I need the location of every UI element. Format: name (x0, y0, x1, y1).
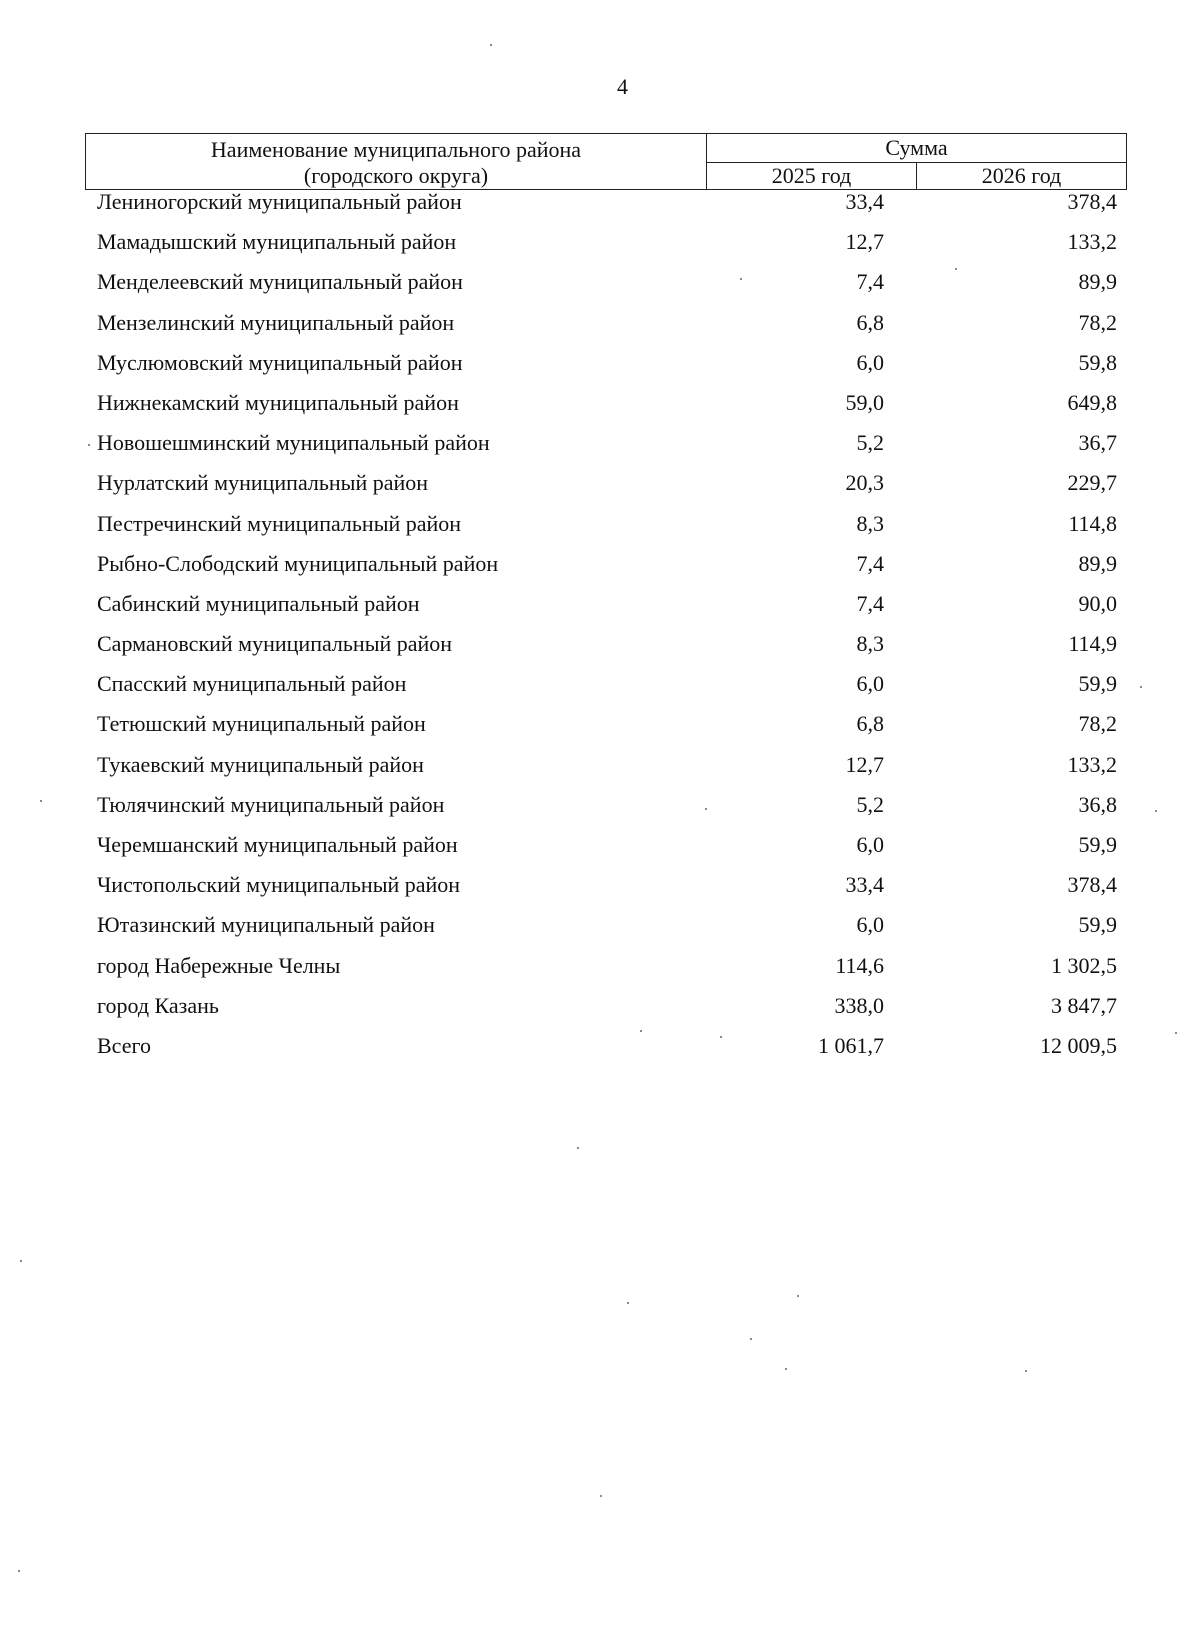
row-name: Тюлячинский муниципальный район (97, 791, 445, 817)
row-name: Чистопольский муниципальный район (97, 872, 461, 898)
scan-speck (1140, 686, 1142, 688)
table-row (97, 348, 1117, 388)
row-value-2025: 12,7 (845, 229, 884, 255)
table-row (97, 709, 1117, 749)
row-value-2026: 114,8 (1068, 510, 1117, 536)
row-name: Мензелинский муниципальный район (97, 309, 455, 335)
row-value-2025: 8,3 (856, 631, 884, 657)
row-name: Сабинский муниципальный район (97, 590, 420, 616)
table-row (97, 991, 1117, 1031)
row-value-2026: 649,8 (1067, 389, 1117, 415)
scan-speck (1025, 1370, 1027, 1372)
scan-speck (705, 808, 707, 810)
row-value-2026: 89,9 (1078, 550, 1117, 576)
header-year-2026: 2026 год (917, 162, 1127, 190)
row-name: Сармановский муниципальный район (97, 631, 453, 657)
row-value-2026: 89,9 (1078, 269, 1117, 295)
row-value-2026: 59,8 (1078, 349, 1117, 375)
table-row (97, 951, 1117, 991)
row-name: Нижнекамский муниципальный район (97, 389, 459, 415)
row-value-2025: 20,3 (845, 470, 884, 496)
scan-speck (88, 444, 90, 446)
row-name: Рыбно-Слободский муниципальный район (97, 550, 499, 576)
scan-speck (490, 44, 492, 46)
row-value-2026: 36,7 (1078, 430, 1117, 456)
row-value-2026: 114,9 (1068, 631, 1117, 657)
row-name: Новошешминский муниципальный район (97, 430, 490, 456)
table-row (97, 227, 1117, 267)
total-value-2026: 12 009,5 (1040, 1032, 1117, 1058)
row-name: Менделеевский муниципальный район (97, 269, 463, 295)
table-body (97, 187, 1117, 1071)
row-value-2026: 90,0 (1078, 590, 1117, 616)
table-row (97, 910, 1117, 950)
scan-speck (18, 1570, 20, 1572)
header-sum-cell: Сумма (707, 134, 1127, 163)
scan-speck (797, 1295, 799, 1297)
row-value-2025: 6,0 (856, 349, 884, 375)
table-row (97, 750, 1117, 790)
row-value-2026: 78,2 (1078, 711, 1117, 737)
table-row (97, 629, 1117, 669)
row-name: Пестречинский муниципальный район (97, 510, 462, 536)
total-row (97, 1031, 1117, 1071)
row-value-2026: 78,2 (1078, 309, 1117, 335)
header-year-2025: 2025 год (707, 162, 917, 190)
table-row (97, 589, 1117, 629)
row-name: город Казань (97, 992, 219, 1018)
scan-speck (1175, 1032, 1177, 1034)
row-value-2025: 12,7 (845, 751, 884, 777)
row-value-2025: 33,4 (845, 189, 884, 214)
table-row (97, 830, 1117, 870)
table-row (97, 468, 1117, 508)
row-name: Лениногорский муниципальный район (97, 189, 462, 214)
scan-speck (785, 1368, 787, 1370)
table-row (97, 187, 1117, 227)
row-value-2025: 6,0 (856, 832, 884, 857)
table-row (97, 870, 1117, 910)
table-row (97, 669, 1117, 709)
row-value-2026: 378,4 (1067, 872, 1117, 898)
table-row (97, 549, 1117, 589)
scan-speck (640, 1030, 642, 1032)
row-value-2026: 133,2 (1067, 751, 1117, 777)
table-row (97, 308, 1117, 348)
total-label: Всего (97, 1032, 151, 1058)
table-header (85, 133, 1127, 190)
row-value-2026: 133,2 (1067, 229, 1117, 255)
table-row (97, 388, 1117, 428)
scan-speck (1155, 810, 1157, 812)
header-name-cell (86, 134, 707, 190)
row-value-2025: 5,2 (856, 791, 884, 817)
row-value-2025: 8,3 (856, 510, 884, 536)
row-name: Мамадышский муниципальный район (97, 229, 457, 255)
scan-speck (955, 268, 957, 270)
row-value-2025: 7,4 (856, 550, 884, 576)
table-row (97, 267, 1117, 307)
row-value-2026: 36,8 (1078, 791, 1117, 817)
scan-speck (600, 1495, 602, 1497)
table-row (97, 509, 1117, 549)
header-name-line1: Наименование муниципального района (210, 136, 582, 162)
total-value-2025: 1 061,7 (818, 1032, 884, 1058)
row-value-2026: 378,4 (1067, 189, 1117, 214)
row-value-2025: 33,4 (845, 872, 884, 898)
row-name: Тукаевский муниципальный район (97, 751, 424, 777)
row-value-2025: 338,0 (834, 992, 884, 1018)
row-name: Черемшанский муниципальный район (97, 832, 458, 857)
row-value-2025: 6,8 (856, 309, 884, 335)
row-value-2026: 229,7 (1067, 470, 1117, 496)
scan-speck (20, 1260, 22, 1262)
row-value-2025: 59,0 (845, 389, 884, 415)
row-value-2025: 6,8 (856, 711, 884, 737)
row-name: Спасский муниципальный район (97, 671, 407, 697)
row-value-2025: 6,0 (856, 671, 884, 697)
scan-speck (740, 278, 742, 280)
row-name: Ютазинский муниципальный район (97, 912, 435, 938)
header-name-line2: (городского округа) (303, 162, 489, 188)
table-row (97, 790, 1117, 830)
row-name: Муслюмовский муниципальный район (97, 349, 463, 375)
table-row (97, 428, 1117, 468)
row-value-2026: 1 302,5 (1051, 952, 1117, 978)
row-value-2025: 114,6 (835, 952, 884, 978)
row-value-2025: 7,4 (856, 590, 884, 616)
row-value-2025: 7,4 (856, 269, 884, 295)
row-name: город Набережные Челны (97, 952, 341, 978)
page-number: 4 (617, 74, 628, 99)
row-value-2026: 59,9 (1078, 832, 1117, 857)
row-value-2026: 3 847,7 (1051, 992, 1117, 1018)
row-value-2026: 59,9 (1078, 671, 1117, 697)
scan-speck (40, 800, 42, 802)
scan-speck (577, 1147, 579, 1149)
row-name: Тетюшский муниципальный район (97, 711, 426, 737)
row-value-2026: 59,9 (1078, 912, 1117, 938)
scan-speck (627, 1302, 629, 1304)
scan-speck (750, 1338, 752, 1340)
row-name: Нурлатский муниципальный район (97, 470, 429, 496)
row-value-2025: 5,2 (856, 430, 884, 456)
row-value-2025: 6,0 (856, 912, 884, 938)
scan-speck (720, 1036, 722, 1038)
